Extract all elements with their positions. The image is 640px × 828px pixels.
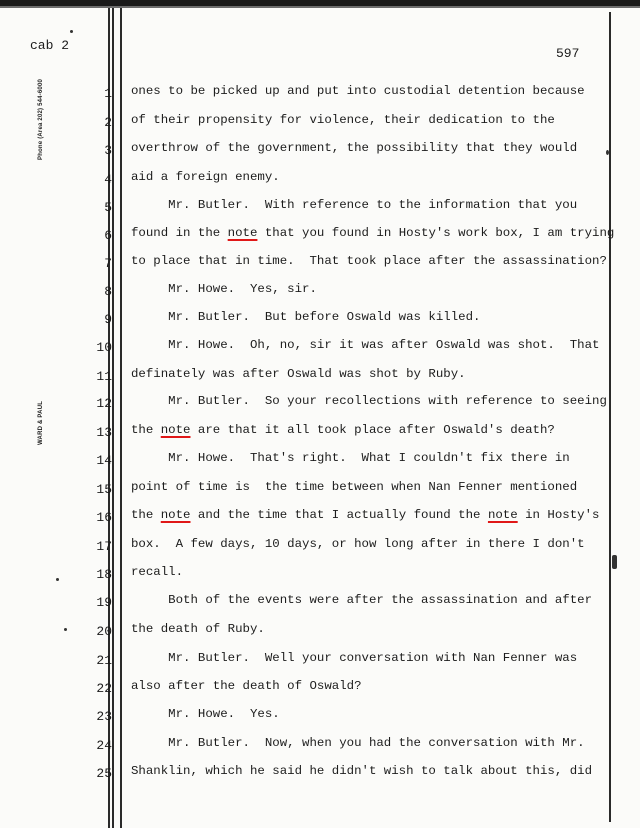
transcript-line <box>131 113 555 127</box>
highlighted-term: note <box>160 423 191 437</box>
line-number: 25 <box>96 766 112 781</box>
line-text: definately was after Oswald was shot by Ruby. <box>131 367 466 381</box>
line-text: Mr. Butler. Now, when you had the conversation with Mr. <box>131 736 585 750</box>
highlighted-term: note <box>160 508 191 522</box>
line-number: 15 <box>96 482 112 497</box>
line-text: Mr. Howe. Oh, no, sir it was after Oswald was shot. That <box>131 338 600 352</box>
line-number: 14 <box>96 453 112 468</box>
line-text: Mr. Howe. Yes. <box>131 707 280 721</box>
line-number: 24 <box>96 738 112 753</box>
line-text: the death of Ruby. <box>131 622 265 636</box>
line-number: 2 <box>104 115 112 130</box>
line-text: the <box>131 423 161 437</box>
line-text: Mr. Howe. That's right. What I couldn't fix there in <box>131 451 570 465</box>
transcript-line <box>131 707 280 721</box>
transcript-line <box>131 679 362 693</box>
transcript-line <box>131 198 577 212</box>
line-number: 16 <box>96 510 112 525</box>
transcript-line <box>131 736 585 750</box>
highlighted-term: note <box>487 508 518 522</box>
line-text: recall. <box>131 565 184 579</box>
scan-speck <box>64 628 67 631</box>
line-number: 4 <box>104 172 112 187</box>
line-number: 19 <box>96 595 112 610</box>
line-text: Mr. Butler. Well your conversation with Nan Fenner was <box>131 651 578 665</box>
line-text: found in the <box>131 226 228 240</box>
line-text: of their propensity for violence, their dedication to the <box>131 113 555 127</box>
line-number: 1 <box>104 86 112 101</box>
line-number: 22 <box>96 681 112 696</box>
transcript-line <box>131 537 585 551</box>
transcript-line <box>131 170 280 184</box>
transcript-line <box>131 226 614 240</box>
scan-speck <box>612 555 617 569</box>
line-number: 18 <box>96 567 112 582</box>
transcript-line <box>131 338 599 352</box>
line-text: Mr. Butler. So your recollections with reference to seeing <box>131 394 607 408</box>
transcript-line <box>131 480 577 494</box>
line-text: Mr. Butler. With reference to the information that you <box>131 198 578 212</box>
line-text: Mr. Howe. Yes, sir. <box>131 282 317 296</box>
transcript-line <box>131 282 317 296</box>
left-margin-rule-inner <box>112 8 114 828</box>
right-margin-rule <box>609 12 611 822</box>
line-number: 23 <box>96 709 112 724</box>
line-text: overthrow of the government, the possibility that they would <box>131 141 578 155</box>
line-text: to place that in time. That took place after the assassination? <box>131 254 607 268</box>
transcript-line <box>131 394 607 408</box>
transcript-line <box>131 141 577 155</box>
line-number: 10 <box>96 340 112 355</box>
transcript-line <box>131 622 265 636</box>
line-number: 21 <box>96 653 112 668</box>
line-number: 11 <box>96 369 112 384</box>
line-number: 17 <box>96 539 112 554</box>
scan-speck <box>606 150 609 155</box>
page-number: 597 <box>556 46 580 61</box>
transcript-line <box>131 451 570 465</box>
line-text: Shanklin, which he said he didn't wish to talk about this, did <box>131 764 593 778</box>
transcript-line <box>131 367 466 381</box>
scan-speck <box>70 30 73 33</box>
line-number: 7 <box>104 256 112 271</box>
scan-speck <box>56 578 59 581</box>
left-margin-rule-text <box>120 8 122 828</box>
transcript-line <box>131 593 592 607</box>
line-text: and the time that I actually found the <box>190 508 488 522</box>
transcript-line <box>131 84 585 98</box>
line-number: 12 <box>96 396 112 411</box>
case-label: cab 2 <box>30 38 70 53</box>
transcript-line <box>131 764 592 778</box>
scan-top-shadow <box>0 6 640 8</box>
transcript-line <box>131 254 607 268</box>
left-margin-rule <box>108 8 110 828</box>
line-text: that you found in Hosty's work box, I am trying <box>257 226 615 240</box>
transcript-line <box>131 508 599 522</box>
line-number: 9 <box>104 312 112 327</box>
line-text: ones to be picked up and put into custodial detention because <box>131 84 585 98</box>
line-text: Mr. Butler. But before Oswald was killed. <box>131 310 481 324</box>
line-text: in Hosty's <box>517 508 600 522</box>
transcript-line <box>131 310 480 324</box>
line-number: 13 <box>96 425 112 440</box>
transcript-line <box>131 651 577 665</box>
line-text: are that it all took place after Oswald's death? <box>190 423 555 437</box>
line-text: aid a foreign enemy. <box>131 170 280 184</box>
transcript-line <box>131 565 183 579</box>
line-text: box. A few days, 10 days, or how long after in there I don't <box>131 537 585 551</box>
line-number: 5 <box>104 200 112 215</box>
highlighted-term: note <box>227 226 258 240</box>
line-text: point of time is the time between when Nan Fenner mentioned <box>131 480 578 494</box>
line-text: Both of the events were after the assassination and after <box>131 593 593 607</box>
firm-side-label: WARD & PAUL <box>38 400 44 445</box>
line-text: the <box>131 508 161 522</box>
transcript-line <box>131 423 555 437</box>
line-number: 8 <box>104 284 112 299</box>
phone-side-label: Phone (Area 202) 544-6000 <box>38 78 44 160</box>
line-number: 20 <box>96 624 112 639</box>
line-number: 6 <box>104 228 112 243</box>
line-number: 3 <box>104 143 112 158</box>
line-text: also after the death of Oswald? <box>131 679 362 693</box>
